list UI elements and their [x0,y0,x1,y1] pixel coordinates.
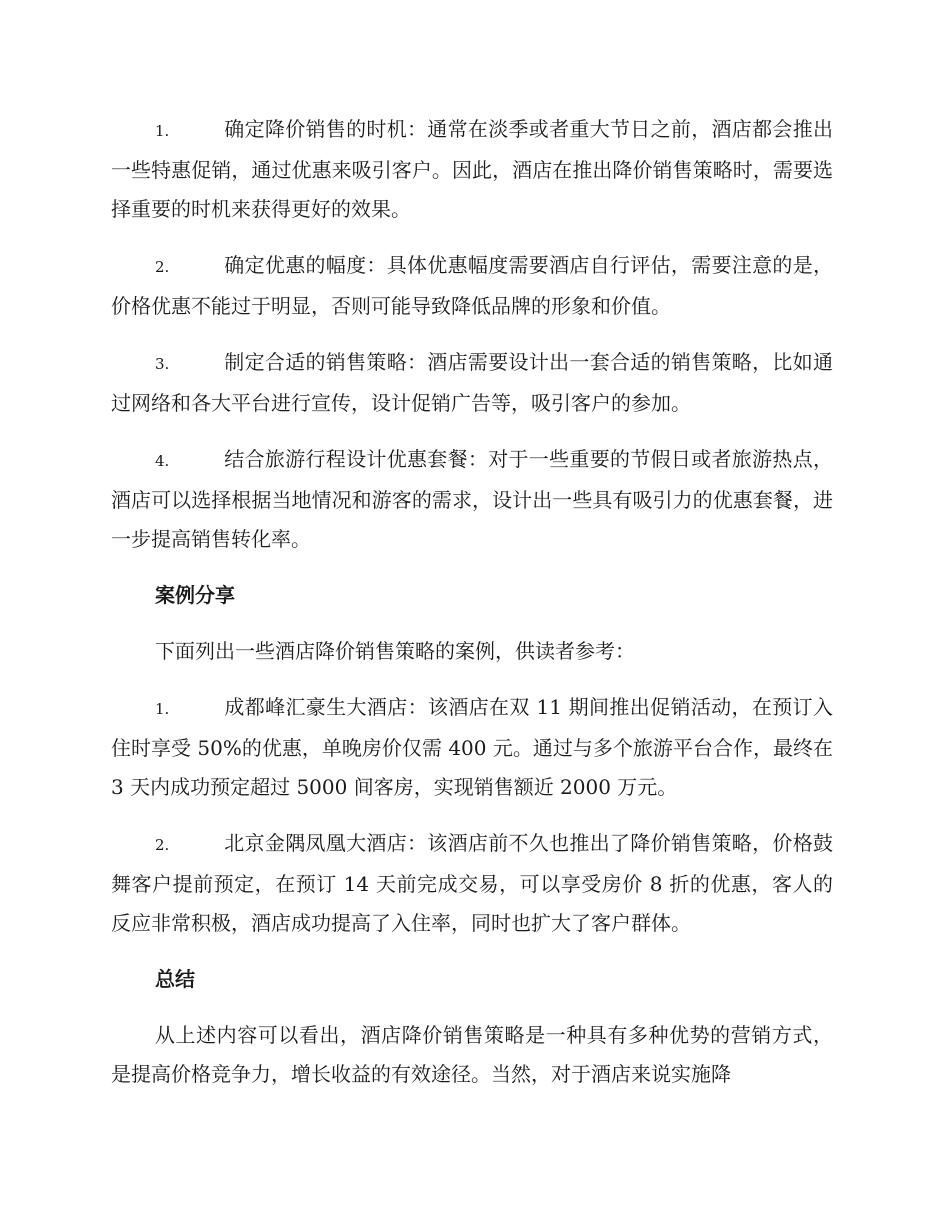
list-item [111,246,833,326]
list-number: 1. [155,700,170,718]
list-number: 2. [155,258,170,276]
list-item-text: 北京金隅凤凰大酒店：该酒店前不久也推出了降价销售策略，价格鼓舞客户提前预定，在预订 14 天前完成交易，可以享受房价 8 折的优惠，客人的反应非常积极，酒店成功提高了入住率，同时也扩大了客户群体。 [111,831,833,935]
section-heading-summary: 总结 [155,967,195,991]
summary-paragraph: 从上述内容可以看出，酒店降价销售策略是一种具有多种优势的营销方式，是提高价格竞争力，增长收益的有效途径。当然，对于酒店来说实施降 [111,1023,833,1086]
list-item [111,688,833,807]
list-item [111,343,833,423]
list-item-text: 确定降价销售的时机：通常在淡季或者重大节日之前，酒店都会推出一些特惠促销，通过优惠来吸引客户。因此，酒店在推出降价销售策略时，需要选择重要的时机来获得更好的效果。 [111,117,833,221]
list-item [111,824,833,943]
list-number: 4. [155,452,170,470]
list-item-text: 确定优惠的幅度：具体优惠幅度需要酒店自行评估，需要注意的是，价格优惠不能过于明显，否则可能导致降低品牌的形象和价值。 [111,253,833,318]
list-item-text: 制定合适的销售策略：酒店需要设计出一套合适的销售策略，比如通过网络和各大平台进行宣传，设计促销广告等，吸引客户的参加。 [111,350,833,415]
document-page [111,110,833,1111]
list-number: 2. [155,836,170,854]
case-intro-paragraph: 下面列出一些酒店降价销售策略的案例，供读者参考： [155,639,635,663]
list-item-text: 成都峰汇豪生大酒店：该酒店在双 11 期间推出促销活动，在预订入住时享受 50%的优惠，单晚房价仅需 400 元。通过与多个旅游平台合作，最终在 3 天内成功预定超过 5000 间客房，实现销售额近 2000 万元。 [111,695,833,799]
list-number: 1. [155,122,170,140]
section-heading-cases: 案例分享 [155,583,235,607]
list-number: 3. [155,355,170,373]
list-item [111,440,833,559]
list-item-text: 结合旅游行程设计优惠套餐：对于一些重要的节假日或者旅游热点，酒店可以选择根据当地情况和游客的需求，设计出一些具有吸引力的优惠套餐，进一步提高销售转化率。 [111,447,833,551]
list-item [111,110,833,229]
